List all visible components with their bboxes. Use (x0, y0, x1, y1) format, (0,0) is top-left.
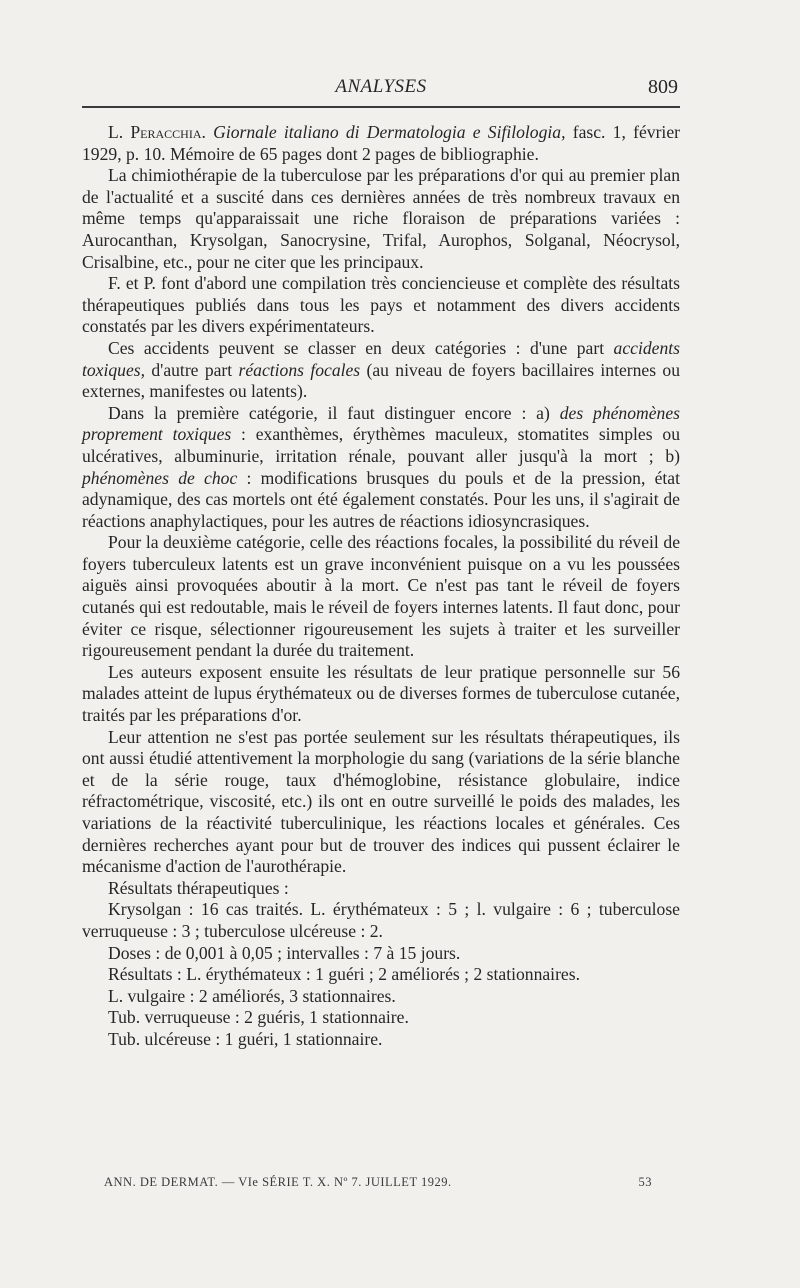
emphasis: phénomènes de choc (82, 467, 238, 488)
citation (82, 122, 680, 165)
paragraph: L. vulgaire : 2 améliorés, 3 stationnaires. (108, 985, 396, 1006)
paragraph: F. et P. font d'abord une compilation très conciencieuse et complète des résultats thérapeutiques publiés dans tous les pays et notamment des divers accidents constatés par les divers expérimentateurs. (82, 273, 680, 337)
citation-details: fasc. 1, février 1929, p. 10. Mémoire de 65 pages dont 2 pages de bibliographie. (82, 122, 680, 164)
author-name: L. Peracchia. (108, 122, 206, 142)
paragraph: Doses : de 0,001 à 0,05 ; intervalles : 7 à 15 jours. (108, 942, 461, 963)
emphasis: accidents toxiques, (82, 337, 680, 380)
paragraph: Leur attention ne s'est pas portée seulement sur les résultats thérapeutiques, ils ont aussi étudié attentivement la morphologie du sang (variations de la série blanche et de la série rouge, taux d'hémoglobine, résistance globulaire, indice réfractométrique, viscosité, etc.) ils ont en outre surveillé le poids des malades, les variations de la réactivité tuberculinique, les réactions locales et générales. Ces dernières recherches ayant pour but de trouver des indices qui pussent éclairer le mécanisme d'action de l'aurothérapie. (82, 726, 680, 877)
paragraph: Tub. verruqueuse : 2 guéris, 1 stationnaire. (108, 1007, 409, 1028)
text-run: : modifications brusques du pouls et de la pression, état adynamique, des cas mortels ont été également constatés. Pour les uns, il s'agirait de réactions anaphylactiques, pour les autres de réactions idiosyncrasiques. (82, 467, 680, 531)
page-footer (104, 1175, 652, 1190)
journal-title: Giornale italiano di Dermatologia e Sifilologia, (213, 122, 566, 142)
paragraph (82, 403, 680, 533)
paragraph: La chimiothérapie de la tuberculose par les préparations d'or qui au premier plan de l'actualité et a suscité dans ces dernières années de très nombreux travaux en même temps qu'apparaissait une riche floraison de préparations variées : Aurocanthan, Krysolgan, Sanocrysine, Trifal, Aurophos, Solganal, Néocrysol, Crisalbine, etc., pour ne citer que les principaux. (82, 165, 680, 272)
paragraph: Résultats : L. érythémateux : 1 guéri ; 2 améliorés ; 2 stationnaires. (108, 964, 580, 985)
footer-journal-info: ANN. DE DERMAT. — VIe SÉRIE T. X. Nº 7. JUILLET 1929. (104, 1175, 452, 1189)
results-heading: Résultats thérapeutiques : (108, 877, 289, 898)
text-run: Ces accidents peuvent se classer en deux catégories : d'une part (108, 337, 614, 358)
paragraph: Krysolgan : 16 cas traités. L. érythémateux : 5 ; l. vulgaire : 6 ; tuberculose verruqueuse : 3 ; tuberculose ulcéreuse : 2. (82, 899, 680, 941)
paragraph: Pour la deuxième catégorie, celle des réactions focales, la possibilité du réveil de foyers tuberculeux latents est un grave inconvénient puisque on a vu les poussées aiguës ainsi provoquées aboutir à la mort. Ce n'est pas tant le réveil de foyers cutanés qui est redoutable, mais le réveil de foyers internes latents. Il faut donc, pour éviter ce risque, sélectionner rigoureusement les sujets à traiter et les surveiller rigoureusement pendant la durée du traitement. (82, 532, 680, 661)
paragraph (82, 338, 680, 403)
paragraph: Tub. ulcéreuse : 1 guéri, 1 stationnaire. (108, 1028, 383, 1049)
emphasis: des phénomènes proprement toxiques (82, 402, 680, 445)
text-run: : exanthèmes, érythèmes maculeux, stomatites simples ou ulcératives, albuminurie, irritation rénale, pouvant aller jusqu'à la mort ; b) (82, 424, 680, 466)
emphasis: réactions focales (238, 359, 361, 380)
page-header (82, 72, 680, 108)
page-number: 809 (648, 76, 678, 98)
text-run: (au niveau de foyers bacillaires internes ou externes, manifestes ou latents). (82, 359, 680, 402)
footer-signature-number: 53 (638, 1175, 652, 1189)
article-body (82, 122, 680, 1051)
text-run: d'autre part (145, 359, 239, 380)
running-title: ANALYSES (335, 76, 427, 97)
paragraph: Les auteurs exposent ensuite les résultats de leur pratique personnelle sur 56 malades atteint de lupus érythémateux ou de diverses formes de tuberculose cutanée, traités par les préparations d'or. (82, 661, 680, 726)
text-run: Dans la première catégorie, il faut distinguer encore : a) (108, 402, 560, 423)
